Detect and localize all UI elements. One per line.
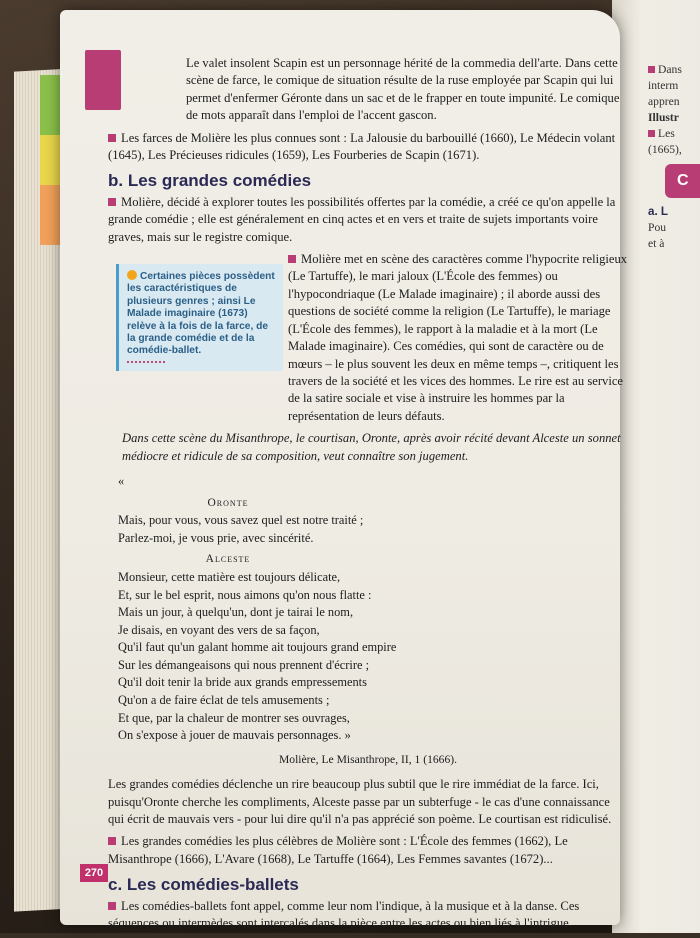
right-line: Dans: [658, 63, 682, 76]
section-badge-c: C: [665, 164, 700, 198]
bullet-square-icon: [108, 134, 116, 142]
section-b-para1-text: Molière, décidé à explorer toutes les possibilités offertes par la comédie, a créé ce qu'on appelle la grande comédie ; elle est généralement en cinq actes et en vers et traite de sujets importants voire graves, mais sur le registre comique.: [108, 194, 616, 244]
alceste-line: Qu'on a de faire éclat de tels amusements ;: [118, 693, 330, 708]
bullet-square-icon: [108, 837, 116, 845]
oronte-line: Parlez-moi, je vous prie, avec sincérité.: [118, 530, 314, 545]
scene-intro: Dans cette scène du Misanthrope, le courtisan, Oronte, après avoir récité devant Alceste un sonnet médiocre et ridicule de sa composition, veut connaître son jugement.: [122, 431, 621, 463]
right-line: appren: [648, 95, 680, 108]
section-b-para2-text: Molière met en scène des caractères comme l'hypocrite religieux (Le Tartuffe), le mari jaloux (L'École des femmes) ou l'hypocondriaque (Le Malade imaginaire) ; il aborde aussi des questions de société comme la religion (Le Tartuffe), le mariage (L'École des femmes), le rapport à la maladie et à la mort (Le Malade imaginaire). Ces comédies, qui sont de caractère ou de mœurs – le plus souvent les deux en même temps –, critiquent les travers de la société et les vices des hommes. Le rire est au service de la satire sociale et vise à instruire les hommes par la représentation de leurs défauts.: [288, 252, 628, 423]
bullet-square-icon: [108, 902, 116, 910]
alceste-line: Je disais, en voyant des vers de sa façon,: [118, 622, 320, 637]
right-line: Illustr: [648, 111, 679, 124]
misanthrope-excerpt: [118, 473, 628, 745]
oronte-line: Mais, pour vous, vous savez quel est notre traité ;: [118, 513, 364, 528]
speaker-oronte: Oronte: [207, 496, 249, 509]
right-line: et à: [648, 237, 665, 250]
right-line: interm: [648, 79, 679, 92]
analysis-paragraph: Les grandes comédies déclenche un rire beaucoup plus subtil que le rire immédiat de la farce. Ici, puisqu'Oronte cherche les compliments, Alceste passe par un subterfuge - le cas d'une connaissance qui écrit de mauvais vers - pour lui dire qu'il n'a pas apprécié son poème. Le courtisan est ridiculisé.: [108, 777, 612, 827]
alceste-line: Qu'il doit tenir la bride aux grands empressements: [118, 675, 367, 690]
alceste-line: Mais un jour, à quelqu'un, dont je tairai le nom,: [118, 605, 354, 620]
section-b-para2: [288, 251, 628, 425]
section-b-title: b. Les grandes comédies: [108, 171, 312, 191]
alceste-line: Sur les démangeaisons qui nous prennent d'écrire ;: [118, 657, 370, 672]
section-b-para1: [108, 194, 628, 246]
note-divider: [127, 361, 165, 363]
right-line: (1665),: [648, 143, 682, 156]
alceste-line: Monsieur, cette matière est toujours délicate,: [118, 569, 341, 584]
right-section-title: a. L: [648, 205, 668, 218]
page-content: [108, 55, 628, 938]
page-number: 270: [80, 864, 108, 882]
bullet-square-icon: [648, 130, 655, 137]
right-page-section: [648, 204, 668, 252]
right-page-top-text: [648, 62, 682, 158]
note-text: Certaines pièces possèdent les caractéristiques de plusieurs genres ; ainsi Le Malade imaginaire (1673) relève à la fois de la farce, de la grande comédie et de la comédie-ballet.: [127, 271, 275, 357]
bullet-square-icon: [648, 66, 655, 73]
right-line: Les: [658, 127, 675, 140]
intro-paragraph: Le valet insolent Scapin est un personnage hérité de la commedia dell'arte. Dans cette scène de farce, le comique de situation résulte de la ruse employée par Scapin qui lui permet d'enfermer Géronte dans un sac et de le frapper en toute impunité. Le comique de mots apparaît dans l'emploi de l'accent gascon.: [186, 56, 620, 123]
quote-attribution: Molière, Le Misanthrope, II, 1 (1666).: [278, 752, 458, 766]
farces-list: [108, 130, 628, 165]
famous-comedies: [108, 833, 628, 868]
speaker-alceste: Alceste: [205, 553, 251, 566]
famous-comedies-text: Les grandes comédies les plus célèbres de Molière sont : L'École des femmes (1662), Le Misanthrope (1666), L'Avare (1668), Le Tartuffe (1664), Les Femmes savantes (1672)...: [108, 834, 568, 866]
lightbulb-icon: [127, 270, 137, 280]
alceste-line: On s'expose à jouer de mauvais personnages. »: [118, 728, 351, 743]
bullet-square-icon: [288, 255, 296, 263]
right-line: Pou: [648, 221, 667, 234]
section-c-para1-text: Les comédies-ballets font appel, comme leur nom l'indique, à la musique et à la danse. Ces séquences ou intermèdes sont intercalés dans la pièce entre les actes ou bien liés à l'intrigue.: [108, 898, 580, 931]
section-c-title: c. Les comédies-ballets: [108, 875, 299, 895]
section-c-para1: [108, 898, 628, 933]
alceste-line: Et que, par la chaleur de montrer ses ouvrages,: [118, 710, 350, 725]
open-quote-mark: «: [118, 473, 125, 488]
sidebar-note: [116, 264, 283, 371]
alceste-line: Qu'il faut qu'un galant homme ait toujours grand empire: [118, 640, 397, 655]
farces-text: Les farces de Molière les plus connues sont : La Jalousie du barbouillé (1660), Le Médecin volant (1645), Les Précieuses ridicules (1659), Les Fourberies de Scapin (1671).: [108, 130, 616, 163]
alceste-line: Et, sur le bel esprit, nous aimons qu'on nous flatte :: [118, 587, 372, 602]
bullet-square-icon: [108, 198, 116, 206]
